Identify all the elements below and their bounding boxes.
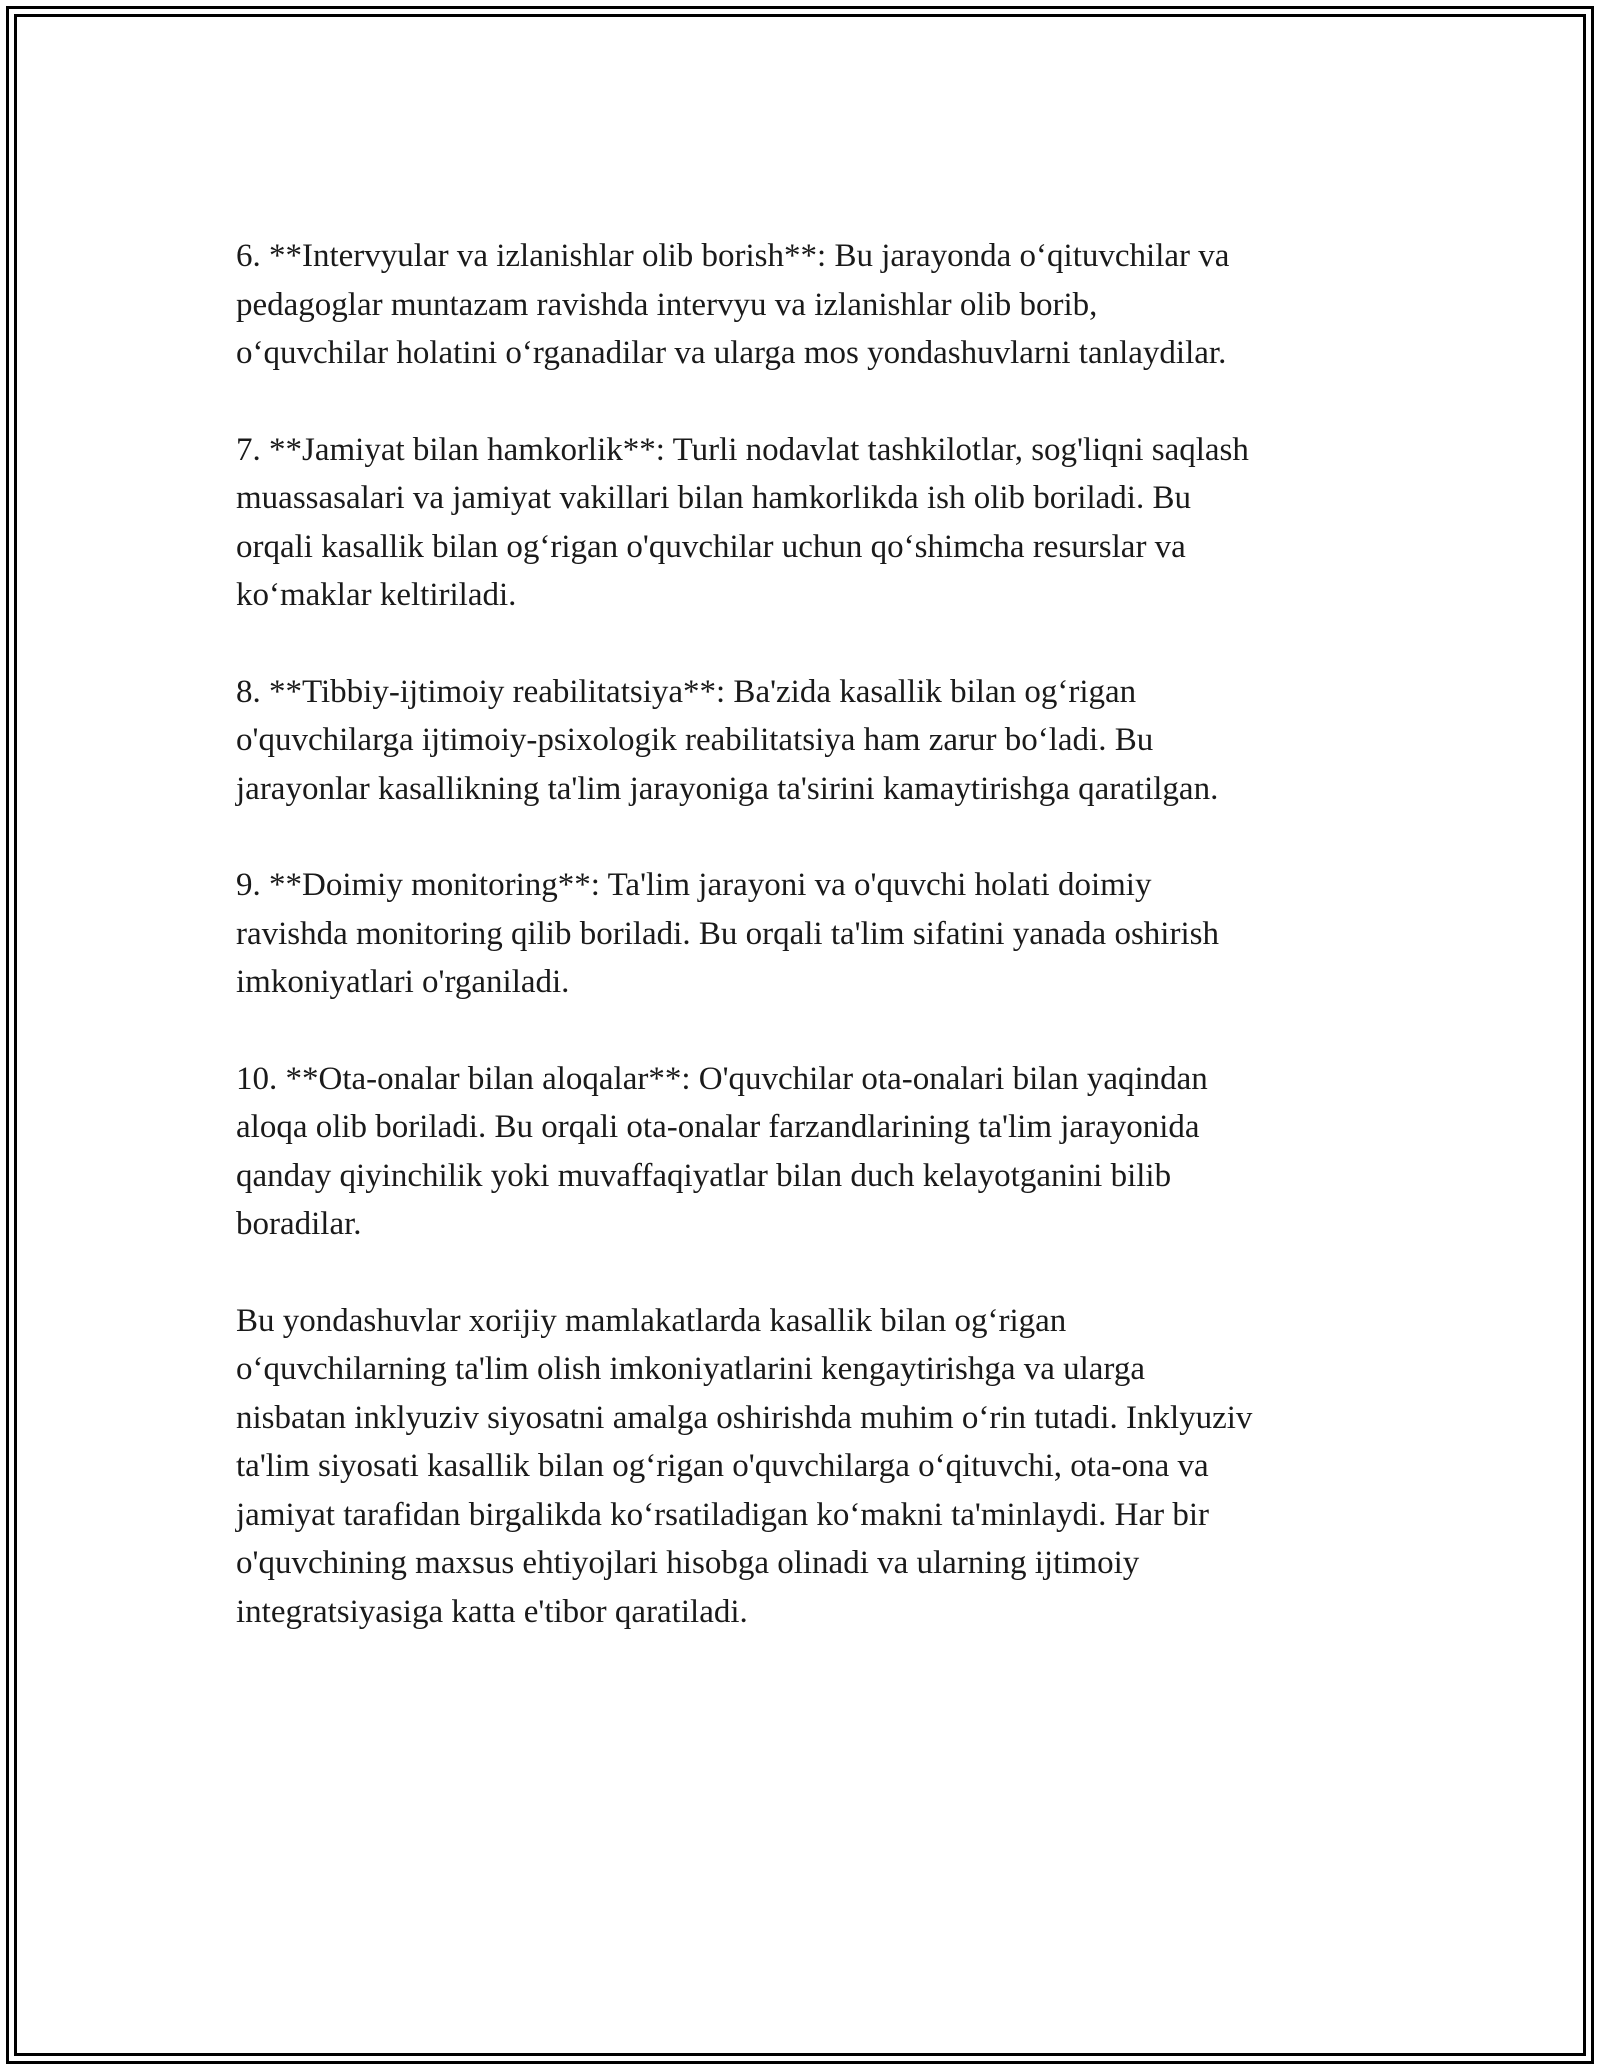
text-line: pedagoglar muntazam ravishda intervyu va izlanishlar olib borib,	[236, 286, 1098, 323]
text-line: orqali kasallik bilan og‘rigan o'quvchilar uchun qo‘shimcha resurslar va	[236, 528, 1186, 565]
text-line: 8. **Tibbiy-ijtimoiy reabilitatsiya**: Ba'zida kasallik bilan og‘rigan	[236, 673, 1137, 710]
text-line: o'quvchilarga ijtimoiy-psixologik reabilitatsiya ham zarur bo‘ladi. Bu	[236, 722, 1154, 758]
text-line: ko‘maklar keltiriladi.	[236, 577, 517, 613]
text-line: o‘quvchilar holatini o‘rganadilar va ularga mos yondashuvlarni tanlaydilar.	[236, 335, 1227, 371]
paragraph-3	[236, 668, 1386, 814]
text-line: 7. **Jamiyat bilan hamkorlik**: Turli nodavlat tashkilotlar, sog'liqni saqlash	[236, 431, 1249, 468]
text-line: 10. **Ota-onalar bilan aloqalar**: O'quvchilar ota-onalari bilan yaqindan	[236, 1060, 1208, 1097]
text-line: o‘quvchilarning ta'lim olish imkoniyatlarini kengaytirishga va ularga	[236, 1351, 1145, 1387]
paragraph-4	[236, 861, 1386, 1007]
text-line: ravishda monitoring qilib boriladi. Bu orqali ta'lim sifatini yanada oshirish	[236, 915, 1219, 952]
text-line: muassasalari va jamiyat vakillari bilan hamkorlikda ish olib boriladi. Bu	[236, 480, 1191, 516]
text-line: ta'lim siyosati kasallik bilan og‘rigan o'quvchilarga o‘qituvchi, ota-ona va	[236, 1448, 1209, 1484]
paragraph-6	[236, 1297, 1386, 1637]
text-line: o'quvchining maxsus ehtiyojlari hisobga olinadi va ularning ijtimoiy	[236, 1545, 1140, 1581]
text-line: Bu yondashuvlar xorijiy mamlakatlarda kasallik bilan og‘rigan	[236, 1302, 1067, 1339]
paragraph-5	[236, 1055, 1386, 1249]
text-line: nisbatan inklyuziv siyosatni amalga oshirishda muhim o‘rin tutadi. Inklyuziv	[236, 1399, 1253, 1436]
text-line: imkoniyatlari o'rganiladi.	[236, 964, 570, 1000]
text-line: boradilar.	[236, 1206, 362, 1242]
paragraph-2	[236, 426, 1386, 620]
text-line: jarayonlar kasallikning ta'lim jarayoniga ta'sirini kamaytirishga qaratilgan.	[236, 770, 1219, 807]
document-body	[236, 232, 1386, 1684]
text-line: integratsiyasiga katta e'tibor qaratiladi.	[236, 1593, 748, 1630]
text-line: 6. **Intervyular va izlanishlar olib borish**: Bu jarayonda o‘qituvchilar va	[236, 238, 1230, 274]
text-line: aloqa olib boriladi. Bu orqali ota-onalar farzandlarining ta'lim jarayonida	[236, 1109, 1200, 1145]
text-line: qanday qiyinchilik yoki muvaffaqiyatlar bilan duch kelayotganini bilib	[236, 1157, 1172, 1194]
paragraph-1	[236, 232, 1386, 378]
text-line: jamiyat tarafidan birgalikda ko‘rsatiladigan ko‘makni ta'minlaydi. Har bir	[236, 1496, 1210, 1533]
text-line: 9. **Doimiy monitoring**: Ta'lim jarayoni va o'quvchi holati doimiy	[236, 867, 1152, 903]
